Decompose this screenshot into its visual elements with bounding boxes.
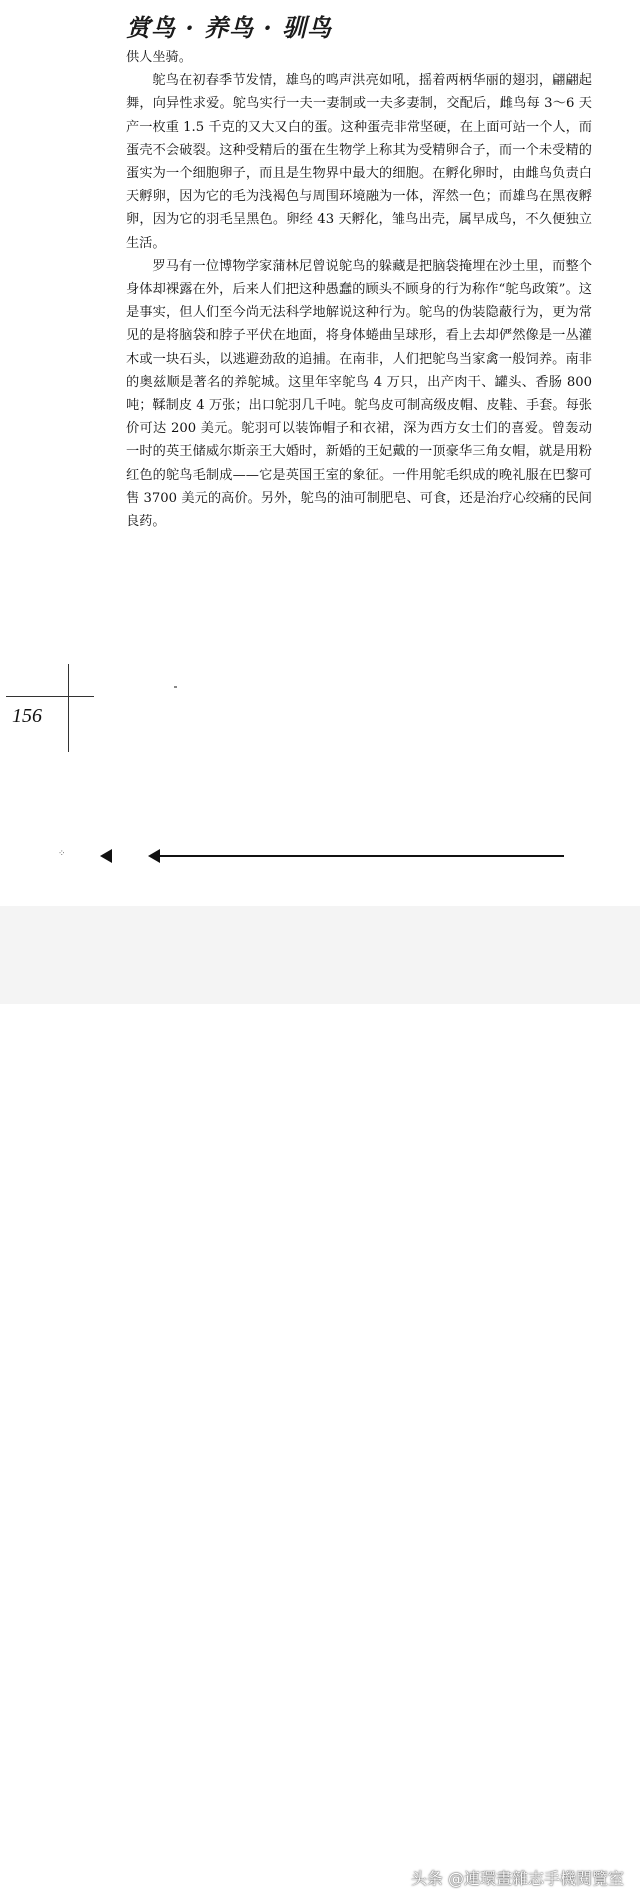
paragraph-continuation: 供人坐骑。 (126, 50, 192, 65)
crop-mark-horizontal (6, 696, 94, 697)
book-page (0, 0, 640, 906)
paragraph-ostrich-policy: 罗马有一位博物学家蒲林尼曾说鸵鸟的躲藏是把脑袋掩埋在沙土里，而整个身体却裸露在外，后来人们把这种愚蠢的顾头不顾身的行为称作“鸵鸟政策”。这是事实，但人们至今尚无法科学地解说这种行为。鸵鸟的伪装隐蔽行为，更为常见的是将脑袋和脖子平伏在地面，将身体蜷曲呈球形，看上去却俨然像是一丛灌木或一块石头，以逃避劲敌的追捕。在南非，人们把鸵鸟当家禽一般饲养。南非的奥兹顺是著名的养鸵城。这里年宰鸵鸟 4 万只，出产肉干、罐头、香肠 800 吨；鞣制皮 4 万张；出口鸵羽几千吨。鸵鸟皮可制高级皮帽、皮鞋、手套。每张价可达 200 美元。鸵羽可以装饰帽子和衣裙，深为西方女士们的喜爱。曾轰动一时的英王储威尔斯亲王大婚时，新婚的王妃戴的一顶豪华三角女帽，就是用粉红色的鸵鸟毛制成——它是英国王室的象征。一件用鸵毛织成的晚礼服在巴黎可售 3700 美元的高价。另外，鸵鸟的油可制肥皂、可食，还是治疗心绞痛的民间良药。 (126, 258, 592, 530)
triangle-left-icon[interactable] (100, 849, 112, 863)
footer-bar (0, 906, 640, 1888)
body-text (126, 46, 592, 533)
paragraph-ostrich-breeding: 鸵鸟在初春季节发情，雄鸟的鸣声洪亮如吼，摇着两柄华丽的翅羽，翩翩起舞，向异性求爱。鸵鸟实行一夫一妻制或一夫多妻制，交配后，雌鸟每 3～6 天产一枚重 1.5 千克的又大又白的蛋。这种蛋壳非常坚硬，在上面可站一个人，而蛋壳不会破裂。这种受精后的蛋在生物学上称其为受精卵合子，而一个未受精的蛋实为一个细胞卵子，而且是生物界中最大的细胞。在孵化卵时，由雌鸟负责白天孵卵，因为它的毛为浅褐色与周围环境融为一体，浑然一色；而雄鸟在黑夜孵卵，因为它的羽毛呈黑色。卵经 43 天孵化，雏鸟出壳，属早成鸟，不久便独立生活。 (126, 73, 592, 251)
scan-mark-icon: ⁘ (58, 849, 66, 859)
arrow-shaft (158, 855, 564, 857)
scan-speck (174, 686, 177, 688)
watermark-text: 头条 @連環畫雜志手機閱覽室 (410, 1869, 624, 1888)
running-header-title: 赏鸟 · 养鸟 · 驯鸟 (126, 13, 333, 42)
crop-mark-vertical (68, 664, 69, 752)
page-number: 156 (12, 705, 42, 727)
